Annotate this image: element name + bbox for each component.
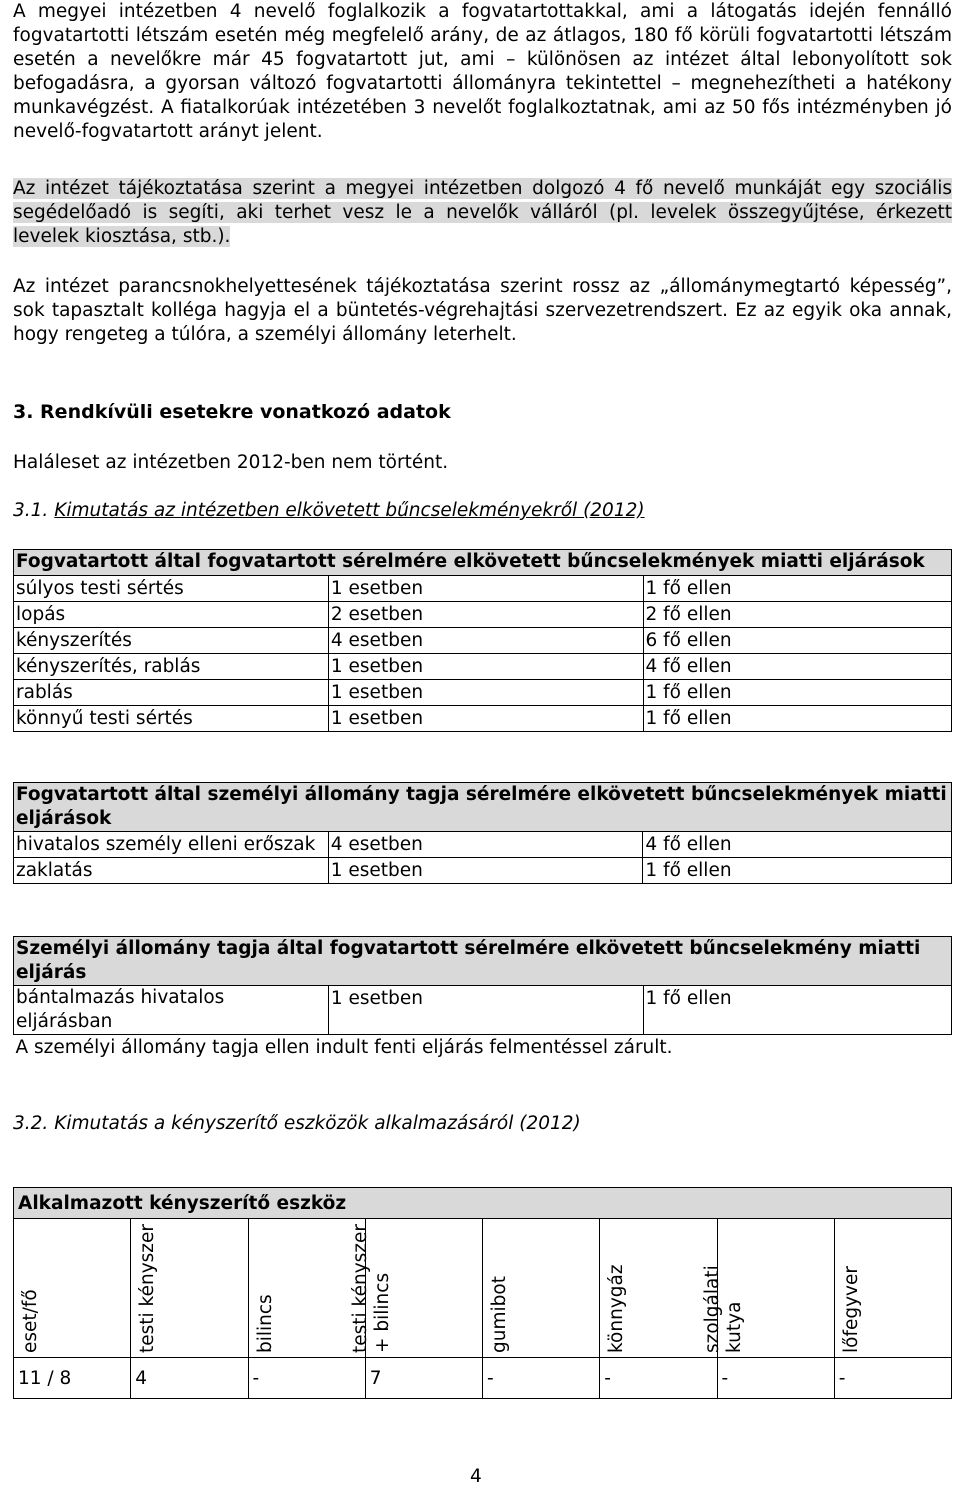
column-header: lőfegyver (834, 1219, 951, 1358)
cell-persons: 1 fő ellen (643, 680, 952, 706)
cell-value: - (834, 1358, 951, 1399)
column-header: testi kényszer + bilincs (365, 1219, 482, 1358)
cell-offense: kényszerítés, rablás (14, 654, 329, 680)
table-header: Alkalmazott kényszerítő eszköz (14, 1188, 952, 1219)
cell-persons: 2 fő ellen (643, 602, 952, 628)
table-row (14, 832, 952, 858)
cell-cases: 4 esetben (328, 832, 643, 858)
table-header: Fogvatartott által személyi állomány tagja sérelmére elkövetett bűncselekmények miatti eljárások (14, 783, 952, 832)
page-number: 4 (470, 1466, 482, 1487)
cell-offense: hivatalos személy elleni erőszak (14, 832, 329, 858)
table-row (14, 602, 952, 628)
section-heading: 3. Rendkívüli esetekre vonatkozó adatok (13, 401, 451, 423)
table-row (14, 858, 952, 884)
cell-offense: bántalmazás hivatalos eljárásban (14, 986, 329, 1035)
cell-persons: 4 fő ellen (643, 832, 952, 858)
subsection-number: 3.2. (13, 1113, 49, 1134)
paragraph-szocialis-segedeloado (13, 177, 952, 249)
cell-persons: 1 fő ellen (643, 986, 952, 1035)
cell-persons: 1 fő ellen (643, 706, 952, 732)
column-header: testi kényszer (131, 1219, 248, 1358)
table-header: Fogvatartott által fogvatartott sérelmére elkövetett bűncselekmények miatti eljárások (14, 550, 952, 576)
halaleset-text: Haláleset az intézetben 2012-ben nem történt. (13, 452, 449, 473)
table-fogvatartott-allomany (13, 782, 952, 884)
table-footer-note: A személyi állomány tagja ellen indult fenti eljárás felmentéssel zárult. (15, 1037, 673, 1058)
column-header: gumibot (483, 1219, 600, 1358)
cell-cases: 1 esetben (328, 858, 643, 884)
table-row (14, 576, 952, 602)
cell-cases: 1 esetben (328, 706, 643, 732)
cell-cases: 1 esetben (328, 576, 643, 602)
table-row (14, 986, 952, 1035)
cell-cases: 1 esetben (328, 654, 643, 680)
column-header-row (14, 1219, 952, 1358)
cell-value: - (248, 1358, 365, 1399)
cell-offense: könnyű testi sértés (14, 706, 329, 732)
subsection-text: Kimutatás a kényszerítő eszközök alkalmazásáról (2012) (54, 1113, 581, 1134)
paragraph-allomanymegtarto: Az intézet parancsnokhelyettesének tájékoztatása szerint rossz az „állománymegtartó képesség”, sok tapasztalt kolléga hagyja el a büntetés-végrehajtási szervezetrendszert. Ez az egyik oka annak, hogy rengeteg a túlóra, a személyi állomány leterhelt. (13, 276, 952, 345)
cell-persons: 1 fő ellen (643, 576, 952, 602)
cell-value: 7 (365, 1358, 482, 1399)
subsection-text: Kimutatás az intézetben elkövetett bűncselekményekről (2012) (54, 500, 645, 521)
cell-cases: 4 esetben (328, 628, 643, 654)
cell-offense: lopás (14, 602, 329, 628)
table-row (14, 628, 952, 654)
cell-value: - (483, 1358, 600, 1399)
cell-value: 4 (131, 1358, 248, 1399)
column-header: bilincs (248, 1219, 365, 1358)
column-header: könnygáz (600, 1219, 717, 1358)
table-kenyszerito-eszkozok (13, 1187, 952, 1399)
table-row (14, 680, 952, 706)
cell-offense: kényszerítés (14, 628, 329, 654)
table-allomany-fogvatartott (13, 936, 952, 1060)
subsection-title-3-2 (13, 1113, 581, 1134)
cell-cases: 1 esetben (328, 680, 643, 706)
cell-persons: 1 fő ellen (643, 858, 952, 884)
column-header: szolgálati kutya (717, 1219, 834, 1358)
table-row (14, 654, 952, 680)
cell-value: - (717, 1358, 834, 1399)
table-header: Személyi állomány tagja által fogvatartott sérelmére elkövetett bűncselekmény miatti eljárás (14, 937, 952, 986)
paragraph-nevelok: A megyei intézetben 4 nevelő foglalkozik a fogvatartottakkal, ami a látogatás idején fennálló fogvatartotti létszám esetén még megfelelő arány, de az átlagos, 180 fő körüli fogvatartotti létszám esetén a nevelőkre már 45 fogvatartott jut, ami – különösen az intézet által lebonyolított sok befogadásra, a gyorsan változó fogvatartotti állományra tekintettel – megnehezítheti a hatékony munkavégzést. A fiatalkorúak intézetében 3 nevelőt foglalkoztatnak, ami az 50 fős intézményben jó nevelő-fogvatartott arányt jelent. (13, 1, 952, 142)
cell-offense: rablás (14, 680, 329, 706)
table-row (14, 706, 952, 732)
subsection-title-3-1 (13, 500, 645, 521)
cell-offense: zaklatás (14, 858, 329, 884)
table-row (14, 1358, 952, 1399)
subsection-number: 3.1. (13, 500, 49, 521)
cell-value: 11 / 8 (14, 1358, 131, 1399)
cell-cases: 2 esetben (328, 602, 643, 628)
highlighted-text: Az intézet tájékoztatása szerint a megyei intézetben dolgozó 4 fő nevelő munkáját egy szociális segédelőadó is segíti, aki terhet vesz le a nevelők válláról (pl. levelek összegyűjtése, érkezett levelek kiosztása, stb.). (13, 178, 952, 247)
column-header: eset/fő (14, 1219, 131, 1358)
table-fogvatartott-fogvatartott (13, 549, 952, 732)
cell-value: - (600, 1358, 717, 1399)
cell-persons: 6 fő ellen (643, 628, 952, 654)
cell-persons: 4 fő ellen (643, 654, 952, 680)
cell-cases: 1 esetben (328, 986, 643, 1035)
cell-offense: súlyos testi sértés (14, 576, 329, 602)
